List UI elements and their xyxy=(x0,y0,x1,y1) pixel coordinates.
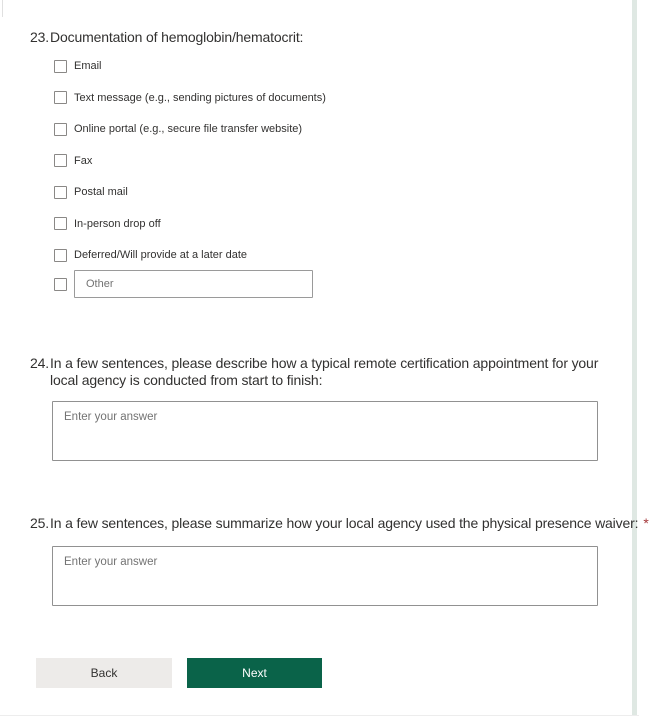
checkbox-option-text-message[interactable] xyxy=(54,91,326,105)
form-navigation xyxy=(36,658,322,688)
back-button[interactable]: Back xyxy=(36,658,172,688)
question-title-text: Documentation of hemoglobin/hematocrit: xyxy=(50,29,304,45)
question-title-text: In a few sentences, please summarize how your local agency used the physical presence waiver: xyxy=(50,515,639,531)
checkbox-option-other xyxy=(54,270,313,298)
checkbox[interactable] xyxy=(54,91,67,104)
checkbox[interactable] xyxy=(54,154,67,167)
next-button[interactable]: Next xyxy=(187,658,322,688)
other-text-input[interactable] xyxy=(74,270,313,298)
checkbox-option-fax[interactable] xyxy=(54,154,326,168)
checkbox-option-deferred[interactable] xyxy=(54,248,326,262)
checkbox-option-email[interactable] xyxy=(54,59,326,73)
question-number: 24. xyxy=(30,355,50,371)
q25-answer-textarea[interactable] xyxy=(52,546,598,606)
question-title-text: In a few sentences, please describe how a typical remote certification appointment for your local agency is conducted from start to finish: xyxy=(50,355,599,388)
checkbox-label: Fax xyxy=(74,154,93,167)
question-number: 23. xyxy=(30,29,50,45)
page-right-edge xyxy=(632,0,637,716)
checkbox-label: In-person drop off xyxy=(74,217,161,230)
required-asterisk: * xyxy=(643,515,649,531)
question-25-title xyxy=(30,515,649,532)
checkbox-label: Email xyxy=(74,60,102,72)
checkbox[interactable] xyxy=(54,60,67,73)
checkbox-label: Deferred/Will provide at a later date xyxy=(74,249,248,261)
checkbox[interactable] xyxy=(54,186,67,199)
question-24-title xyxy=(30,355,606,389)
checkbox[interactable] xyxy=(54,123,67,136)
card-edge-line xyxy=(2,0,3,17)
checkbox[interactable] xyxy=(54,278,67,291)
checkbox-option-in-person[interactable] xyxy=(54,217,326,231)
checkbox-label: Text message (e.g., sending pictures of documents) xyxy=(74,91,326,104)
checkbox-option-online-portal[interactable] xyxy=(54,122,326,136)
question-23-options xyxy=(54,59,326,280)
checkbox-label: Postal mail xyxy=(74,186,128,198)
checkbox[interactable] xyxy=(54,249,67,262)
checkbox-option-postal-mail[interactable] xyxy=(54,185,326,199)
question-number: 25. xyxy=(30,515,50,531)
checkbox[interactable] xyxy=(54,217,67,230)
question-23-title xyxy=(30,29,606,46)
checkbox-label: Online portal (e.g., secure file transfer website) xyxy=(74,123,303,135)
q24-answer-textarea[interactable] xyxy=(52,401,598,461)
